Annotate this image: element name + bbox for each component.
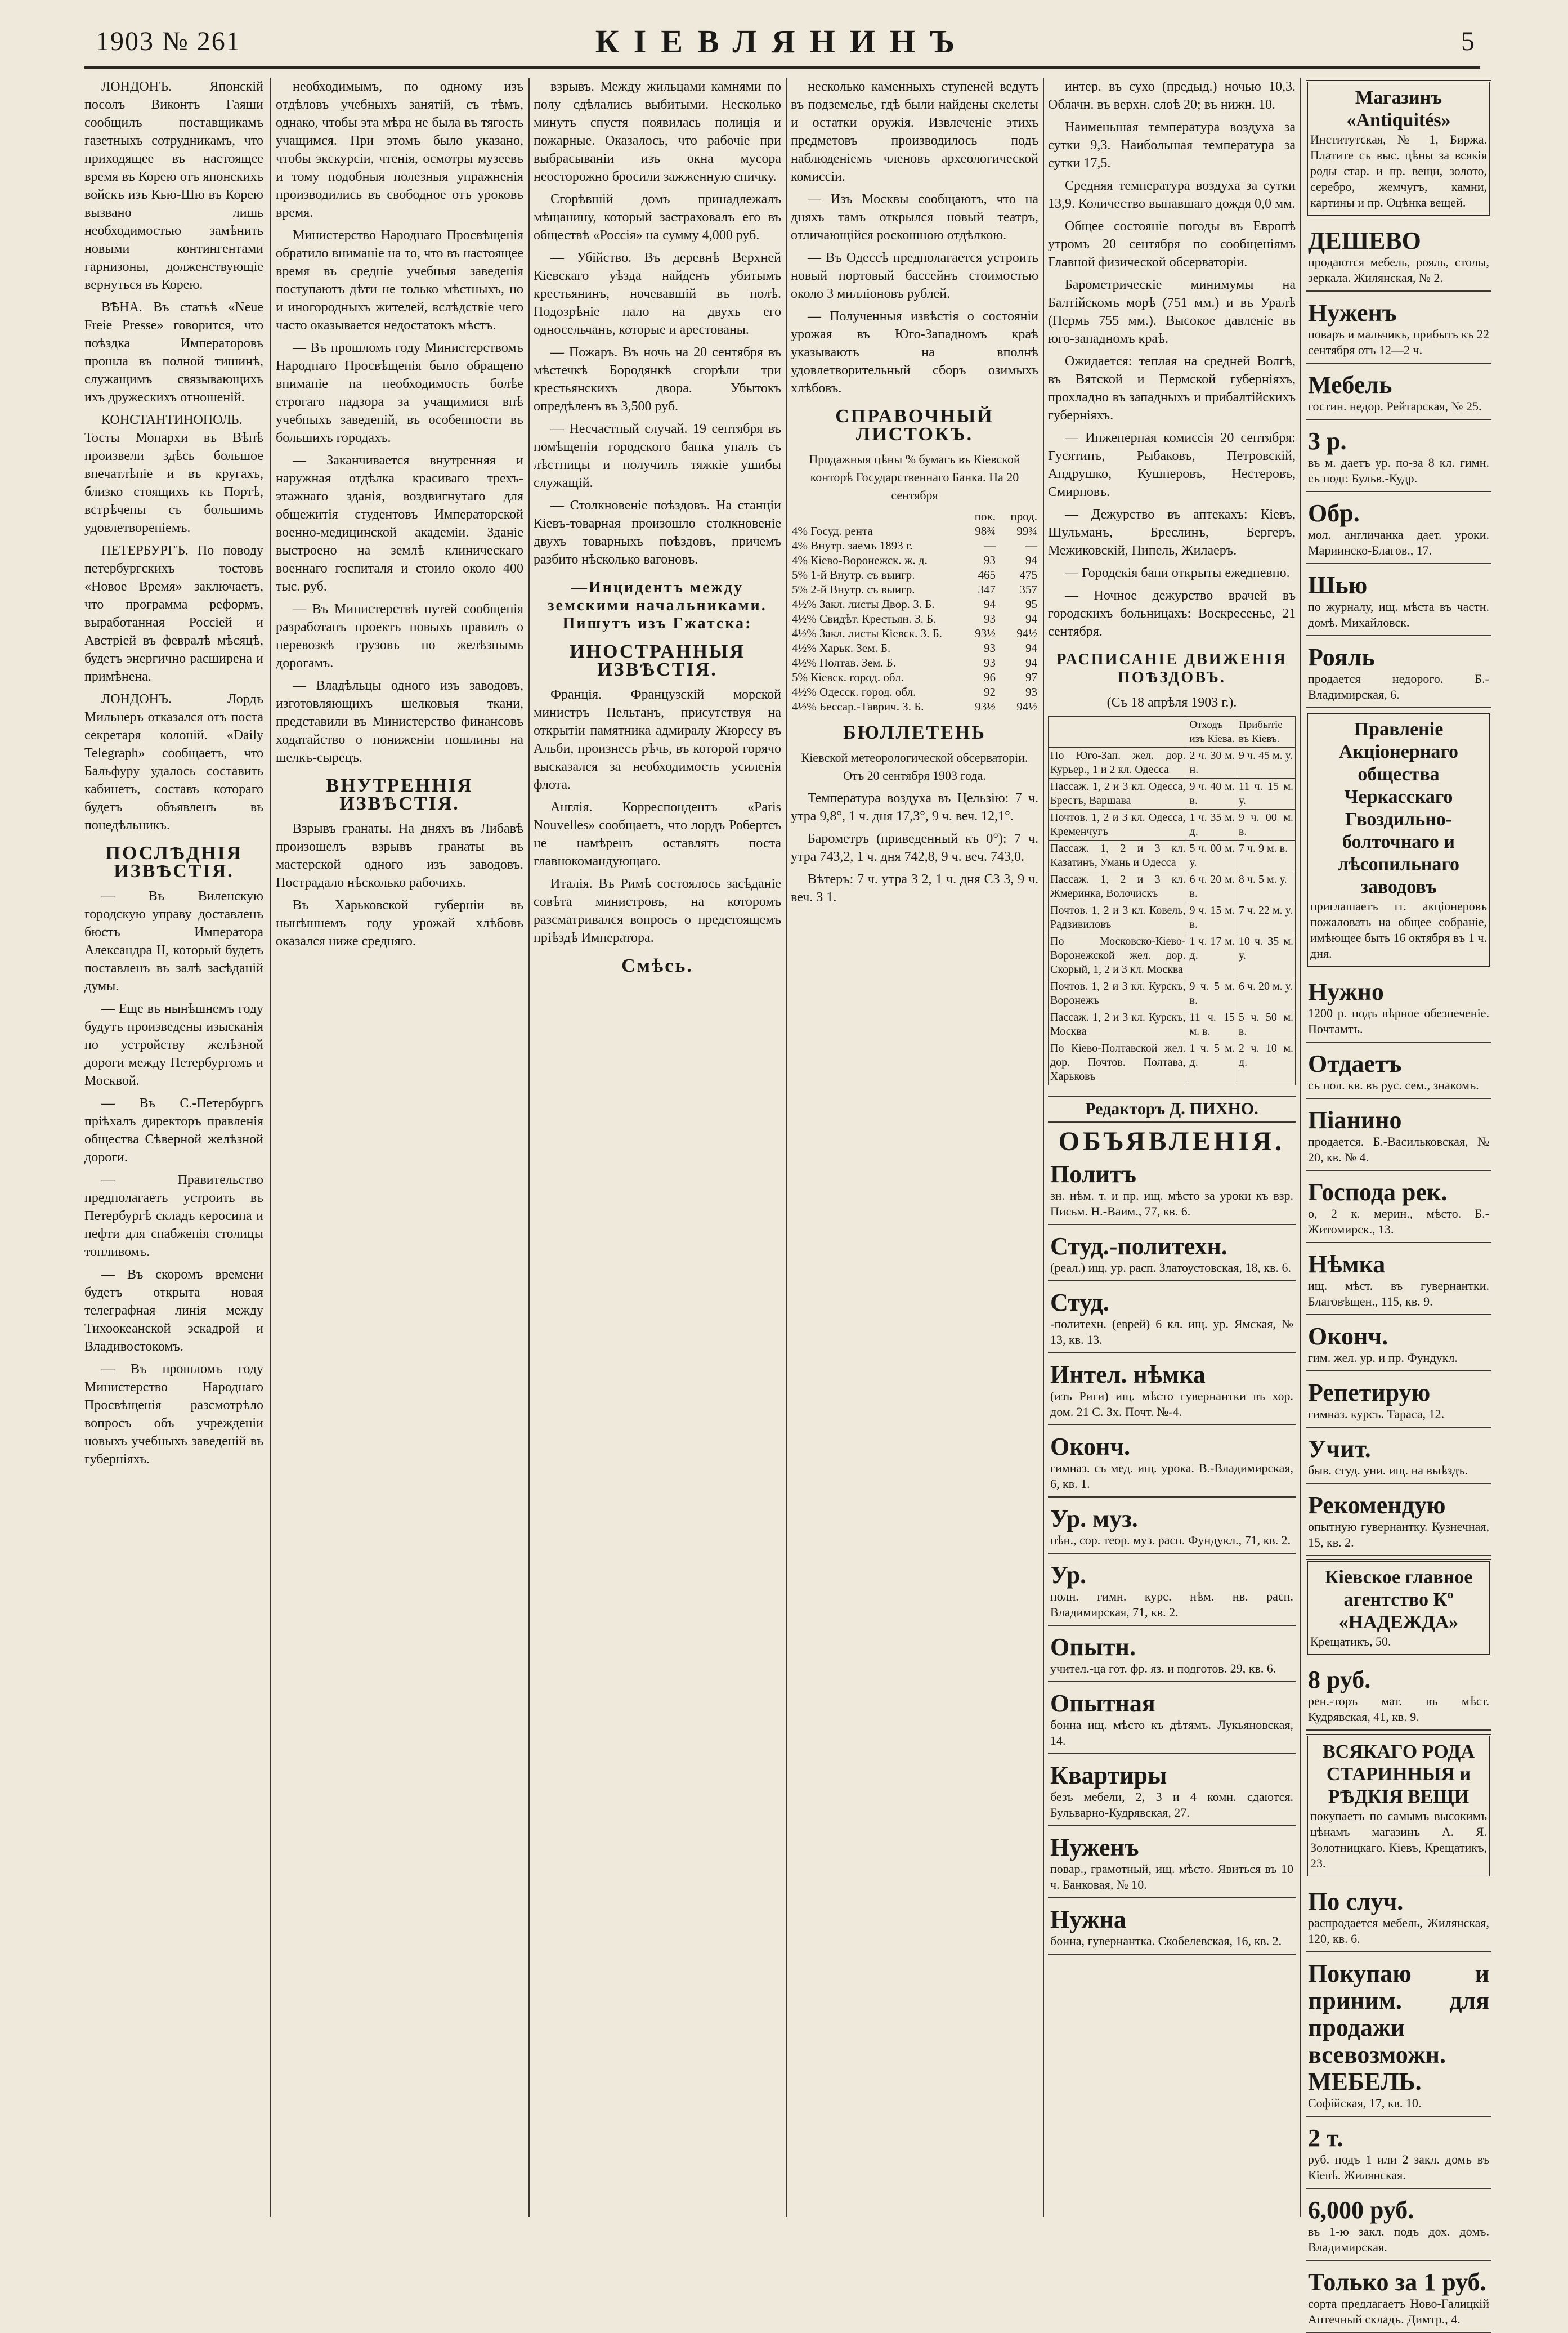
train-row bbox=[1049, 779, 1296, 810]
train-departure: 1 ч. 35 м. д. bbox=[1188, 810, 1237, 841]
rates-cell-buy: 93½ bbox=[975, 627, 996, 640]
paragraph: ЛОНДОНЪ. Лордъ Мильнеръ отказался отъ поста секретаря колоній. «Daily Telegraph» сообщаетъ, что Бальфуру удалось составить кабинетъ, составъ котораго будетъ объявленъ въ понедѣльникъ. bbox=[84, 692, 263, 833]
advertisement bbox=[1048, 1228, 1296, 1281]
ad-text: Институтская, № 1, Биржа. Платите съ выс. цѣны за всякія роды стар. и пр. вещи, золото, серебро, жемчугъ, камни, картины и пр. Оцѣнка вещей. bbox=[1310, 132, 1487, 209]
paragraph: Общее состояніе погоды въ Европѣ утромъ 20 сентября по сообщеніямъ Главной физической обсерваторіи. bbox=[1048, 219, 1296, 270]
ad-text: учител.-ца гот. фр. яз. и подготов. 29, кв. 6. bbox=[1050, 1661, 1276, 1675]
train-route: По Кіево-Полтавской жел. дор. Почтов. Полтава, Харьковъ bbox=[1049, 1040, 1188, 1085]
rates-cell-name: 4½% Полтав. Зем. Б. bbox=[792, 656, 896, 669]
rates-cell-name: 4½% Закл. листы Двор. З. Б. bbox=[792, 597, 935, 611]
advertisement bbox=[1306, 1102, 1491, 1171]
news-item: Франція. Французскій морской министръ Пельтанъ, присутствуя на открытіи памятника адмиралу Жюресу въ Альби, произнесъ рѣчь, въ которой горячо высказался за необходимость усиленія флота. bbox=[534, 687, 781, 792]
train-route: Пассаж. 1, 2 и 3 кл. Курскъ, Москва bbox=[1049, 1009, 1188, 1040]
rates-header bbox=[791, 509, 955, 524]
train-departure: 1 ч. 17 м. д. bbox=[1188, 933, 1237, 978]
column-divider bbox=[270, 78, 271, 2217]
ad-headline: Шью bbox=[1308, 571, 1368, 599]
train-route: Пассаж. 1, 2 и 3 кл. Казатинъ, Умань и Одесса bbox=[1049, 841, 1188, 871]
rates-cell-name: 4½% Закл. листы Кіевск. З. Б. bbox=[792, 627, 942, 640]
ad-text: гимназ. съ мед. ищ. урока. В.-Владимирская, 6, кв. 1. bbox=[1050, 1461, 1293, 1491]
train-row bbox=[1049, 871, 1296, 902]
bulletin-item: Вѣтеръ: 7 ч. утра З 2, 1 ч. дня СЗ 3, 9 ч. веч. З 1. bbox=[791, 872, 1038, 905]
rates-row bbox=[791, 524, 1038, 538]
ad-headline: Ур. bbox=[1050, 1561, 1087, 1589]
bulletin-item: Температура воздуха въ Цельзію: 7 ч. утра 9,8°, 1 ч. дня 17,3°, 9 ч. веч. 12,1°. bbox=[791, 791, 1038, 824]
ad-headline: 6,000 руб. bbox=[1308, 2196, 1414, 2224]
train-header: Прибытіе въ Кіевъ. bbox=[1237, 717, 1295, 748]
rates-cell-name: 4½% Свидѣт. Крестьян. З. Б. bbox=[792, 612, 937, 625]
rates-cell-buy: 93 bbox=[984, 656, 996, 669]
advertisement bbox=[1306, 1956, 1491, 2117]
rates-row bbox=[791, 582, 1038, 597]
rates-cell-name: 4% Внутр. заемъ 1893 г. bbox=[792, 539, 913, 552]
ad-text: 1200 р. подъ вѣрное обезпеченіе. Почтамтъ. bbox=[1308, 1006, 1489, 1036]
ad-headline: Нуженъ bbox=[1308, 299, 1397, 327]
ad-text: приглашаетъ гг. акціонеровъ пожаловать на общее собраніе, имѣющее быть 16 октября въ 1 ч. дня. bbox=[1310, 899, 1487, 960]
rates-caption: Продажныя цѣны % бумагъ въ Кіевской конторѣ Государственнаго Банка. На 20 сентября bbox=[809, 452, 1020, 502]
ad-headline: Правленіе Акціонернаго общества Черкасскаго Гвоздильно-болточнаго и лѣсопильнаго заводовъ bbox=[1338, 719, 1459, 897]
paragraph: Наименьшая температура воздуха за сутки 9,3. Наибольшая температура за сутки 17,5. bbox=[1048, 120, 1296, 171]
train-schedule-caption: (Съ 18 апрѣля 1903 г.). bbox=[1106, 695, 1237, 710]
paragraph: необходимымъ, по одному изъ отдѣловъ учебныхъ занятій, съ тѣмъ, однако, чтобы эта мѣра не была въ тягость учащимся. При этомъ было указано, чтобы экскурсіи, чтенія, осмотры музеевъ и тому подобныя полезныя упражненія производились въ свободное отъ уроковъ время. bbox=[276, 79, 523, 220]
ad-headline: Рояль bbox=[1308, 643, 1375, 671]
rates-row bbox=[791, 670, 1038, 685]
ad-headline: Оконч. bbox=[1308, 1322, 1388, 1350]
ad-headline: Нужна bbox=[1050, 1906, 1126, 1933]
rates-cell-name: 4½% Бессар.-Таврич. З. Б. bbox=[792, 700, 924, 713]
ad-text: ищ. мѣст. въ гувернантки. Благовѣщен., 115, кв. 9. bbox=[1308, 1279, 1489, 1308]
advertisement bbox=[1048, 1285, 1296, 1353]
rates-cell-buy: 98¾ bbox=[975, 524, 996, 538]
advertisement bbox=[1306, 1174, 1491, 1243]
ad-text: распродается мебель, Жилянская, 120, кв. 6. bbox=[1308, 1916, 1489, 1946]
advertisement bbox=[1048, 1357, 1296, 1425]
train-departure: 9 ч. 40 м. в. bbox=[1188, 779, 1237, 810]
subsection-title: —Инцидентъ между земскими начальниками. Пишутъ изъ Гжатска: bbox=[548, 579, 767, 632]
rates-row bbox=[791, 655, 1038, 670]
section-title-train-schedule: РАСПИСАНІЕ ДВИЖЕНІЯ ПОѢЗДОВЪ. bbox=[1056, 651, 1287, 686]
ad-headline: Опытная bbox=[1050, 1690, 1155, 1717]
section-title-reference: СПРАВОЧНЫЙ ЛИСТОКЪ. bbox=[835, 406, 994, 445]
ad-text: (изъ Риги) ищ. мѣсто гувернантки въ хор. дом. 21 С. Зх. Почт. №-4. bbox=[1050, 1389, 1293, 1419]
train-route: Почтов. 1, 2 и 3 кл. Одесса, Кременчугъ bbox=[1049, 810, 1188, 841]
rates-cell-name: 5% 1-й Внутр. съ выигр. bbox=[792, 568, 915, 582]
ad-headline: 3 р. bbox=[1308, 427, 1347, 455]
advertisement bbox=[1048, 1501, 1296, 1554]
rates-cell-name: 4½% Харьк. Зем. Б. bbox=[792, 641, 891, 655]
advertisement bbox=[1048, 1758, 1296, 1826]
news-item: — Правительство предполагаетъ устроить въ Петербургѣ складъ керосина и нефти для снабженія столицы топливомъ. bbox=[84, 1173, 263, 1259]
paragraph: — Инженерная комиссія 20 сентября: Гусятинъ, Рыбаковъ, Петровскій, Андрушко, Кушнеровъ, Нестеровъ, Смирновъ. bbox=[1048, 431, 1296, 499]
advertisement bbox=[1306, 367, 1491, 420]
news-item: — Въ Виленскую городскую управу доставленъ бюстъ Императора Александра II, который будетъ поставленъ въ залѣ засѣданій думы. bbox=[84, 889, 263, 994]
column-divider bbox=[1043, 78, 1044, 2217]
advertisement bbox=[1306, 712, 1491, 968]
ad-text: продается недорого. Б.-Владимирская, 6. bbox=[1308, 672, 1489, 701]
rates-cell-name: 5% Кіевск. город. обл. bbox=[792, 671, 904, 684]
section-title-bulletin: БЮЛЛЕТЕНЬ bbox=[843, 722, 986, 743]
train-arrival: 8 ч. 5 м. у. bbox=[1237, 871, 1295, 902]
section-title-advertisements: ОБЪЯВЛЕНІЯ. bbox=[1058, 1127, 1285, 1156]
advertisement bbox=[1306, 2192, 1491, 2261]
rates-row bbox=[791, 641, 1038, 655]
train-route: Почтов. 1, 2 и 3 кл. Ковель, Радзивиловъ bbox=[1049, 902, 1188, 933]
rates-row bbox=[791, 597, 1038, 611]
ad-headline: Кіевское главное агентство Кº «НАДЕЖДА» bbox=[1324, 1567, 1473, 1633]
advertisement bbox=[1306, 1487, 1491, 1556]
rates-cell-sell: 93 bbox=[1025, 685, 1037, 699]
rates-cell-sell: 95 bbox=[1025, 597, 1037, 611]
paragraph: Средняя температура воздуха за сутки 13,9. Количество выпавшаго дождя 0,0 мм. bbox=[1048, 178, 1296, 211]
train-departure: 9 ч. 15 м. в. bbox=[1188, 902, 1237, 933]
ad-text: повар., грамотный, ищ. мѣсто. Явиться въ 10 ч. Банковая, № 10. bbox=[1050, 1862, 1293, 1892]
news-item: — Въ прошломъ году Министерство Народнаго Просвѣщенія разсмотрѣло вопросъ объ учрежденіи новыхъ учебныхъ заведеній въ губерніяхъ. bbox=[84, 1362, 263, 1467]
train-row bbox=[1049, 902, 1296, 933]
advertisement bbox=[1306, 223, 1491, 292]
advertisement bbox=[1306, 2264, 1491, 2333]
rates-row bbox=[791, 626, 1038, 641]
ad-headline: 2 т. bbox=[1308, 2124, 1343, 2152]
paragraph: несколько каменныхъ ступеней ведутъ въ подземелье, гдѣ были найдены скелеты и остатки оружія. Извлеченіе этихъ предметовъ производилось подъ наблюденіемъ членовъ археологической комиссіи. bbox=[791, 79, 1038, 184]
paragraph: — Убійство. Въ деревнѣ Верхней Кіевскаго уѣзда найденъ убитымъ крестьянинъ, ночевавшій въ полѣ. Подозрѣніе пало на двухъ его односельчанъ, которые и арестованы. bbox=[534, 251, 781, 337]
ad-text: пѣн., сор. теор. муз. расп. Фундукл., 71, кв. 2. bbox=[1050, 1533, 1291, 1547]
paragraph: — Въ Одессѣ предполагается устроить новый портовый бассейнъ стоимостью около 3 милліоновъ рублей. bbox=[791, 251, 1038, 301]
ad-text: покупаетъ по самымъ высокимъ цѣнамъ магазинъ А. Я. Золотницкаго. Кіевъ, Крещатикъ, 23. bbox=[1310, 1809, 1487, 1870]
ad-text: продается. Б.-Васильковская, № 20, кв. № 4. bbox=[1308, 1134, 1489, 1164]
ad-headline: ВСЯКАГО РОДА СТАРИННЫЯ и РѢДКІЯ ВЕЩИ bbox=[1323, 1741, 1475, 1807]
ad-text: гостин. недор. Рейтарская, № 25. bbox=[1308, 399, 1482, 413]
column-telegrams bbox=[84, 78, 263, 2217]
paragraph: — Дежурство въ аптекахъ: Кіевъ, Шульманъ, Бреслинъ, Бергеръ, Межиковскій, Пипель, Жилаеръ. bbox=[1048, 507, 1296, 558]
ad-headline: Ур. муз. bbox=[1050, 1505, 1138, 1532]
train-route: По Московско-Кіево-Воронежской жел. дор. Скорый, 1, 2 и 3 кл. Москва bbox=[1049, 933, 1188, 978]
ad-headline: Студ.-политехн. bbox=[1050, 1232, 1227, 1260]
section-title-latest-news: ПОСЛѢДНІЯ ИЗВѢСТІЯ. bbox=[105, 843, 243, 882]
rates-header: пок. bbox=[974, 509, 996, 523]
rates-header: прод. bbox=[1010, 509, 1037, 523]
ad-text: зн. нѣм. т. и пр. ищ. мѣсто за уроки къ взр. Письм. Н.-Ваим., 77, кв. 6. bbox=[1050, 1188, 1293, 1218]
train-row bbox=[1049, 1040, 1296, 1085]
advertisement bbox=[1048, 1156, 1296, 1225]
bulletin-item: Барометръ (приведенный къ 0°): 7 ч. утра 743,2, 1 ч. дня 742,8, 9 ч. веч. 743,0. bbox=[791, 832, 1038, 864]
train-arrival: 2 ч. 10 м. д. bbox=[1237, 1040, 1295, 1085]
rates-cell-name: 5% 2-й Внутр. съ выигр. bbox=[792, 583, 915, 596]
paragraph: — Въ прошломъ году Министерствомъ Народнаго Просвѣщенія было обращено вниманіе на необходимость болѣе строгаго надзора за учащимися внѣ учебныхъ заведеній, въ особенности въ большихъ городахъ. bbox=[276, 341, 523, 445]
paragraph: — Въ Министерствѣ путей сообщенія разработанъ проектъ новыхъ правилъ о перевозкѣ грузовъ по желѣзнымъ дорогамъ. bbox=[276, 602, 523, 671]
train-arrival: 7 ч. 9 м. в. bbox=[1237, 841, 1295, 871]
rates-cell-name: 4% Госуд. рента bbox=[792, 524, 873, 538]
news-item: — Въ скоромъ времени будетъ открыта новая телеграфная линія между Тихоокеанской эскадрой и Владивостокомъ. bbox=[84, 1267, 263, 1354]
ad-headline: Репетирую bbox=[1308, 1379, 1431, 1406]
bulletin-caption: Кіевской метеорологической обсерваторіи. Отъ 20 сентября 1903 года. bbox=[801, 750, 1028, 783]
ad-headline: Нужно bbox=[1308, 978, 1384, 1005]
ad-headline: Нѣмка bbox=[1308, 1250, 1386, 1278]
paragraph: — Пожаръ. Въ ночь на 20 сентября въ мѣстечкѣ Бородянкѣ сгорѣли три крестьянскихъ двора. Убытокъ опредѣленъ въ 3,500 руб. bbox=[534, 345, 781, 414]
advertisement bbox=[1306, 495, 1491, 564]
advertisement bbox=[1048, 1686, 1296, 1754]
advertisement bbox=[1048, 1429, 1296, 1498]
news-item: Взрывъ гранаты. На дняхъ въ Либавѣ произошелъ взрывъ гранаты въ мастерской одного изъ заводовъ. Пострадало нѣсколько рабочихъ. bbox=[276, 821, 523, 890]
ad-text: руб. подъ 1 или 2 закл. домъ въ Кіевѣ. Жилянская. bbox=[1308, 2152, 1489, 2182]
ad-text: продаются мебель, рояль, столы, зеркала. Жилянская, № 2. bbox=[1308, 255, 1489, 285]
advertisement bbox=[1306, 1046, 1491, 1099]
train-arrival: 5 ч. 50 м. в. bbox=[1237, 1009, 1295, 1040]
advertisement bbox=[1306, 295, 1491, 364]
ad-headline: Только за 1 руб. bbox=[1308, 2268, 1486, 2296]
train-route: По Юго-Зап. жел. дор. Курьер., 1 и 2 кл. Одесса bbox=[1049, 748, 1188, 779]
ad-text: по журналу, ищ. мѣста въ частн. домѣ. Михайловск. bbox=[1308, 600, 1489, 629]
train-row bbox=[1049, 933, 1296, 978]
ad-headline: Отдаетъ bbox=[1308, 1050, 1402, 1078]
ad-text: мол. англичанка дает. уроки. Мариинско-Благов., 17. bbox=[1308, 528, 1489, 557]
train-row bbox=[1049, 1009, 1296, 1040]
ad-text: (реал.) ищ. ур. расп. Златоустовская, 18, кв. 6. bbox=[1050, 1261, 1291, 1275]
train-row bbox=[1049, 748, 1296, 779]
rates-cell-sell: 99¾ bbox=[1016, 524, 1037, 538]
paragraph: ПЕТЕРБУРГЪ. По поводу петербургскихъ тостовъ «Новое Время» заключаетъ, что программа реформъ, выработанная Россіей и Австріей въ февралѣ мѣсяцѣ, будетъ энергично расширена и примѣнена. bbox=[84, 543, 263, 684]
train-departure: 9 ч. 5 м. в. bbox=[1188, 978, 1237, 1009]
news-item: — Въ С.-Петербургъ пріѣхалъ директоръ правленія общества Сѣверной желѣзной дороги. bbox=[84, 1096, 263, 1165]
ad-text: о, 2 к. мерин., мѣсто. Б.-Житомирск., 13. bbox=[1308, 1206, 1489, 1236]
rates-row bbox=[791, 553, 1038, 567]
train-schedule-table bbox=[1048, 716, 1296, 1085]
advertisement bbox=[1306, 1246, 1491, 1315]
ad-headline: Мебель bbox=[1308, 371, 1392, 399]
train-route: Почтов. 1, 2 и 3 кл. Курскъ, Воронежъ bbox=[1049, 978, 1188, 1009]
ad-text: гим. жел. ур. и пр. Фундукл. bbox=[1308, 1351, 1458, 1365]
train-row bbox=[1049, 978, 1296, 1009]
paragraph: КОНСТАНТИНОПОЛЬ. Тосты Монархи въ Вѣнѣ произвели здѣсь большое впечатлѣніе и въ кругахъ, близко стоящихъ къ Портѣ, встрѣчены съ большимъ удовлетвореніемъ. bbox=[84, 413, 263, 535]
ad-text: въ м. даетъ ур. по-за 8 кл. гимн. съ подг. Бульв.-Кудр. bbox=[1308, 455, 1489, 485]
bond-rates-table bbox=[791, 509, 1038, 714]
rates-cell-sell: 94 bbox=[1025, 656, 1037, 669]
column-divider bbox=[1300, 78, 1301, 2217]
rates-cell-buy: — bbox=[984, 539, 996, 552]
ad-text: Софійская, 17, кв. 10. bbox=[1308, 2096, 1422, 2110]
issue-number: 1903 № 261 bbox=[96, 26, 241, 56]
advertisement bbox=[1306, 640, 1491, 708]
ad-text: -политехн. (еврей) 6 кл. ищ. ур. Ямская, № 13, кв. 13. bbox=[1050, 1317, 1293, 1347]
train-row bbox=[1049, 810, 1296, 841]
rates-cell-name: 4% Кіево-Воронежск. ж. д. bbox=[792, 553, 928, 567]
rates-row bbox=[791, 538, 1038, 553]
ad-headline: Учит. bbox=[1308, 1435, 1371, 1463]
rates-row bbox=[791, 611, 1038, 626]
rates-row bbox=[791, 685, 1038, 699]
header-rule bbox=[84, 66, 1480, 69]
rates-cell-sell: 97 bbox=[1025, 671, 1037, 684]
section-title-foreign-news: ИНОСТРАННЫЯ ИЗВѢСТІЯ. bbox=[570, 641, 745, 680]
rates-cell-buy: 93 bbox=[984, 612, 996, 625]
ad-text: съ пол. кв. въ рус. сем., знакомъ. bbox=[1308, 1078, 1479, 1092]
ad-headline: Нуженъ bbox=[1050, 1834, 1139, 1861]
rates-cell-name: 4½% Одесск. город. обл. bbox=[792, 685, 916, 699]
ad-text: поваръ и мальчикъ, прибыть къ 22 сентября отъ 12—2 ч. bbox=[1308, 327, 1489, 357]
ad-headline: Опытн. bbox=[1050, 1633, 1136, 1661]
rates-cell-sell: 475 bbox=[1019, 568, 1037, 582]
paragraph: ЛОНДОНЪ. Японскій посолъ Виконтъ Гаяши сообщилъ поставщикамъ газетныхъ сотрудникамъ, что приходящее въ настоящее время въ Корею отъ японскихъ войскъ изъ Кью-Шю въ Корею вызвано лишь необходимостью замѣнить новыми контингентами гарнизоны, долженствующіе вернуться въ Корею. bbox=[84, 79, 263, 292]
ad-text: быв. студ. уни. ищ. на выѣздъ. bbox=[1308, 1463, 1468, 1477]
ad-text: бонна ищ. мѣсто къ дѣтямъ. Лукьяновская, 14. bbox=[1050, 1718, 1293, 1747]
train-route: Пассаж. 1, 2 и 3 кл. Жмеринка, Волочискъ bbox=[1049, 871, 1188, 902]
train-arrival: 10 ч. 35 м. у. bbox=[1237, 933, 1295, 978]
advertisement bbox=[1048, 1830, 1296, 1898]
paragraph: — Ночное дежурство врачей въ городскихъ больницахъ: Воскресенье, 21 сентября. bbox=[1048, 588, 1296, 639]
train-header: Отходъ изъ Кіева. bbox=[1188, 717, 1237, 748]
section-title-internal-news: ВНУТРЕННІЯ ИЗВѢСТІЯ. bbox=[326, 775, 473, 814]
ad-headline: Обр. bbox=[1308, 499, 1360, 527]
rates-cell-buy: 92 bbox=[984, 685, 996, 699]
rates-cell-buy: 93½ bbox=[975, 700, 996, 713]
advertisement bbox=[1306, 1319, 1491, 1371]
news-item: Въ Харьковской губерніи въ нынѣшнемъ году урожай хлѣбовъ оказался ниже средняго. bbox=[276, 898, 523, 949]
paragraph: — Заканчивается внутренняя и наружная отдѣлка красиваго трехъ-этажнаго зданія, воздвигнутаго для общежитія студентовъ Императорской военно-медицинской академіи. Зданіе выстроено на землѣ клиническаго военнаго госпиталя и стоило около 400 тыс. руб. bbox=[276, 453, 523, 594]
ad-text: опытную гувернантку. Кузнечная, 15, кв. 2. bbox=[1308, 1519, 1489, 1549]
train-arrival: 11 ч. 15 м. у. bbox=[1237, 779, 1295, 810]
advertisement bbox=[1048, 1629, 1296, 1682]
train-row bbox=[1049, 841, 1296, 871]
ad-headline: ДЕШЕВО bbox=[1308, 227, 1421, 254]
paragraph: — Столкновеніе поѣздовъ. На станціи Кіевъ-товарная произошло столкновеніе двухъ товарныхъ поѣздовъ, причемъ разбито нѣсколько вагоновъ. bbox=[534, 498, 781, 567]
paragraph: взрывъ. Между жильцами камнями по полу сдѣлались выбитыми. Несколько минутъ спустя появилась полиція и пожарные. Оказалось, что рабочіе при выбрасываніи изъ окна мусора неосторожно бросили зажженную спичку. bbox=[534, 79, 781, 184]
rates-row bbox=[791, 699, 1038, 714]
ad-text: безъ мебели, 2, 3 и 4 комн. сдаются. Бульварно-Кудрявская, 27. bbox=[1050, 1790, 1293, 1820]
rates-cell-buy: 347 bbox=[978, 583, 996, 596]
advertisement bbox=[1306, 1662, 1491, 1731]
advertisement bbox=[1306, 1431, 1491, 1484]
advertisement bbox=[1048, 1557, 1296, 1626]
advertisement bbox=[1306, 567, 1491, 636]
advertisement bbox=[1306, 1375, 1491, 1428]
section-title-miscellany: Смѣсь. bbox=[621, 955, 693, 976]
rates-cell-sell: 94 bbox=[1025, 553, 1037, 567]
train-arrival: 9 ч. 45 м. у. bbox=[1237, 748, 1295, 779]
page-number: 5 bbox=[1461, 26, 1475, 56]
rates-cell-buy: 94 bbox=[984, 597, 996, 611]
paragraph: — Владѣльцы одного изъ заводовъ, изготовляющихъ шелковыя ткани, представили въ Министерство финансовъ ходатайство о пониженіи пошлины на шелкъ-сырецъ. bbox=[276, 678, 523, 765]
train-arrival: 9 ч. 00 м. в. bbox=[1237, 810, 1295, 841]
ad-headline: Интел. нѣмка bbox=[1050, 1361, 1206, 1388]
paragraph: — Полученныя извѣстія о состояніи урожая въ Юго-Западномъ краѣ указываютъ на вполнѣ удовлетворительный сборъ озимыхъ хлѣбовъ. bbox=[791, 309, 1038, 396]
column-advertisements bbox=[1306, 78, 1491, 2326]
rates-cell-buy: 465 bbox=[978, 568, 996, 582]
ad-headline: Студ. bbox=[1050, 1289, 1109, 1316]
ad-text: сорта предлагаетъ Ново-Галицкій Аптечный складъ. Димтр., 4. bbox=[1308, 2296, 1489, 2326]
paragraph: Ожидается: теплая на средней Волгѣ, въ Вятской и Пермской губерніяхъ, прохладно въ западныхъ и прибалтійскихъ губерніяхъ. bbox=[1048, 354, 1296, 423]
train-departure: 11 ч. 15 м. в. bbox=[1188, 1009, 1237, 1040]
ad-text: бонна, гувернантка. Скобелевская, 16, кв. 2. bbox=[1050, 1934, 1282, 1948]
column-divider bbox=[528, 78, 530, 2217]
train-route: Пассаж. 1, 2 и 3 кл. Одесса, Брестъ, Варшава bbox=[1049, 779, 1188, 810]
news-item: — Еще въ нынѣшнемъ году будутъ произведены изысканія по устройству желѣзной дороги между Петербургомъ и Москвой. bbox=[84, 1002, 263, 1088]
ad-headline: Магазинъ «Antiquités» bbox=[1346, 87, 1451, 131]
rates-cell-sell: 94½ bbox=[1016, 627, 1037, 640]
newspaper-title: КІЕВЛЯНИНЪ bbox=[595, 23, 970, 60]
train-arrival: 7 ч. 22 м. у. bbox=[1237, 902, 1295, 933]
ad-headline: Квартиры bbox=[1050, 1762, 1167, 1789]
train-departure: 5 ч. 00 м. у. bbox=[1188, 841, 1237, 871]
advertisement bbox=[1306, 423, 1491, 492]
rates-cell-buy: 96 bbox=[984, 671, 996, 684]
ad-headline: 8 руб. bbox=[1308, 1666, 1371, 1693]
train-header bbox=[1049, 717, 1188, 748]
news-item: Италія. Въ Римѣ состоялось засѣданіе совѣта министровъ, на которомъ разсматривался вопросъ о предстоящемъ пріѣздѣ Императора. bbox=[534, 877, 781, 945]
train-departure: 6 ч. 20 м. в. bbox=[1188, 871, 1237, 902]
ad-headline: По случ. bbox=[1308, 1888, 1404, 1915]
advertisement bbox=[1306, 1559, 1491, 1656]
column-local-news bbox=[534, 78, 781, 2217]
ad-text: гимназ. курсъ. Тараса, 12. bbox=[1308, 1407, 1445, 1421]
ad-headline: Политъ bbox=[1050, 1160, 1136, 1188]
ad-text: рен.-торъ мат. въ мѣст. Кудрявская, 41, кв. 9. bbox=[1308, 1694, 1489, 1724]
ad-headline: Покупаю и приним. для продажи всевозможн. МЕБЕЛЬ. bbox=[1308, 1960, 1489, 2095]
column-reference bbox=[791, 78, 1038, 2217]
ad-text: въ 1-ю закл. подъ дох. домъ. Владимирская. bbox=[1308, 2224, 1489, 2254]
ad-headline: Господа рек. bbox=[1308, 1178, 1448, 1206]
column-weather-trains bbox=[1048, 78, 1296, 2217]
ad-text: полн. гимн. курс. нѣм. нв. расп. Владимирская, 71, кв. 2. bbox=[1050, 1589, 1293, 1619]
advertisement bbox=[1306, 2120, 1491, 2189]
advertisement bbox=[1306, 1884, 1491, 1952]
page-header bbox=[96, 23, 1475, 62]
advertisement bbox=[1306, 974, 1491, 1043]
ad-headline: Піанино bbox=[1308, 1106, 1402, 1134]
paragraph: — Городскія бани открыты ежедневно. bbox=[1065, 566, 1290, 580]
rates-cell-buy: 93 bbox=[984, 641, 996, 655]
advertisement bbox=[1048, 1902, 1296, 1955]
paragraph: Министерство Народнаго Просвѣщенія обратило вниманіе на то, что въ настоящее время въ средніе учебныя заведенія поступаютъ дѣти не только мѣстныхъ, но и иногородныхъ жителей, вслѣдствіе чего часто оказывается недостатокъ мѣстъ. bbox=[276, 228, 523, 333]
editor-line: Редакторъ Д. ПИХНО. bbox=[1048, 1096, 1296, 1123]
column-divider bbox=[786, 78, 787, 2217]
paragraph: ВѢНА. Въ статьѣ «Neue Freie Presse» говорится, что поѣздка Императоровъ прошла въ полной тишинѣ, служащимъ связывающихъ ихъ дружескихъ отношеній. bbox=[84, 300, 263, 405]
ad-text: Крещатикъ, 50. bbox=[1310, 1634, 1391, 1648]
train-departure: 1 ч. 5 м. д. bbox=[1188, 1040, 1237, 1085]
rates-cell-sell: 94 bbox=[1025, 612, 1037, 625]
advertisement bbox=[1306, 80, 1491, 217]
ad-headline: Рекомендую bbox=[1308, 1491, 1446, 1519]
paragraph: — Несчастный случай. 19 сентября въ помѣщеніи городского банка упалъ съ лѣстницы и получилъ тяжкіе ушибы служащій. bbox=[534, 422, 781, 490]
rates-cell-sell: — bbox=[1025, 539, 1037, 552]
train-arrival: 6 ч. 20 м. у. bbox=[1237, 978, 1295, 1009]
ad-headline: Оконч. bbox=[1050, 1433, 1131, 1460]
paragraph: — Изъ Москвы сообщаютъ, что на дняхъ тамъ открылся новый театръ, отличающійся роскошною отдѣлкою. bbox=[791, 192, 1038, 243]
paragraph: Барометрическіе минимумы на Балтійскомъ морѣ (751 мм.) и въ Уралѣ (Пермь 755 мм.). Высокое давленіе въ юго-западномъ краѣ. bbox=[1048, 278, 1296, 346]
column-education bbox=[276, 78, 523, 2217]
rates-cell-sell: 94 bbox=[1025, 641, 1037, 655]
train-departure: 2 ч. 30 м. н. bbox=[1188, 748, 1237, 779]
rates-cell-sell: 94½ bbox=[1016, 700, 1037, 713]
rates-cell-buy: 93 bbox=[984, 553, 996, 567]
advertisement bbox=[1306, 1734, 1491, 1878]
rates-row bbox=[791, 567, 1038, 582]
paragraph: интер. въ сухо (предыд.) ночью 10,3. Облачн. въ верхн. слоѣ 20; въ нижн. 10. bbox=[1048, 79, 1296, 112]
paragraph: Сгорѣвшій домъ принадлежалъ мѣщанину, который застраховалъ его въ обществѣ «Россія» на сумму 4,000 руб. bbox=[534, 192, 781, 243]
news-item: Англія. Корреспондентъ «Paris Nouvelles» сообщаетъ, что лордъ Робертсъ не намѣренъ оставлять поста главнокомандующаго. bbox=[534, 800, 781, 869]
rates-cell-sell: 357 bbox=[1019, 583, 1037, 596]
